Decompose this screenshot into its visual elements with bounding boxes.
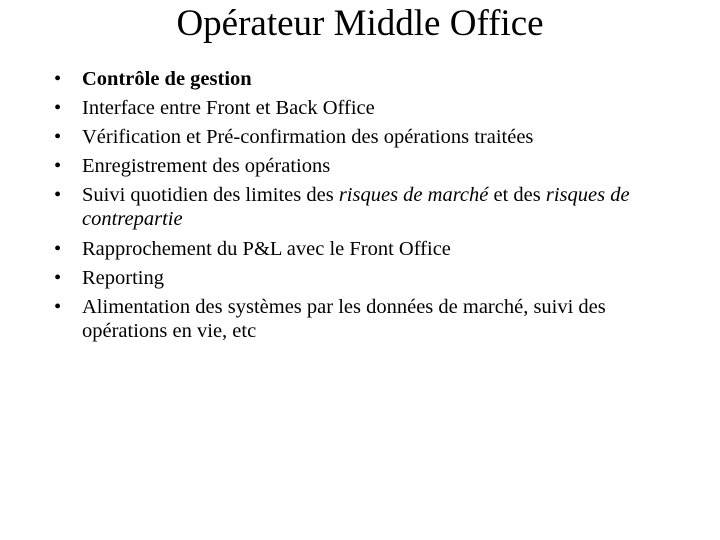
bullet-text: Interface entre Front et Back Office — [82, 97, 375, 119]
bullet-text: et des — [488, 184, 546, 206]
bullet-item-enregistrement — [48, 154, 688, 178]
bullet-icon: • — [54, 184, 62, 206]
bullet-list — [48, 67, 688, 348]
bullet-text: Vérification et Pré-confirmation des opérations traitées — [82, 126, 534, 148]
bullet-text-italic: risques de contrepartie — [82, 184, 630, 230]
bullet-item-verification — [48, 125, 688, 149]
bullet-icon: • — [54, 155, 62, 177]
bullet-icon: • — [54, 267, 62, 289]
bullet-text: Rapprochement du P&L avec le Front Office — [82, 238, 451, 260]
bullet-item-controle-gestion — [48, 67, 688, 91]
bullet-text: Contrôle de gestion — [82, 68, 252, 90]
bullet-icon: • — [54, 296, 62, 318]
bullet-item-reporting — [48, 266, 688, 290]
slide-title: Opérateur Middle Office — [176, 3, 544, 44]
bullet-item-rapprochement — [48, 237, 688, 261]
bullet-icon: • — [54, 238, 62, 260]
bullet-text: Reporting — [82, 267, 164, 289]
bullet-item-suivi-limites — [48, 183, 688, 231]
bullet-text: Suivi quotidien des limites des — [82, 184, 339, 206]
bullet-text: Alimentation des systèmes par les données de marché, suivi des opérations en vie, etc — [82, 296, 606, 342]
bullet-icon: • — [54, 97, 62, 119]
bullet-icon: • — [54, 126, 62, 148]
bullet-text-italic: risques de marché — [338, 184, 489, 206]
bullet-item-alimentation — [48, 295, 688, 343]
bullet-item-interface — [48, 96, 688, 120]
bullet-icon: • — [54, 68, 62, 90]
bullet-text: Enregistrement des opérations — [82, 155, 331, 177]
